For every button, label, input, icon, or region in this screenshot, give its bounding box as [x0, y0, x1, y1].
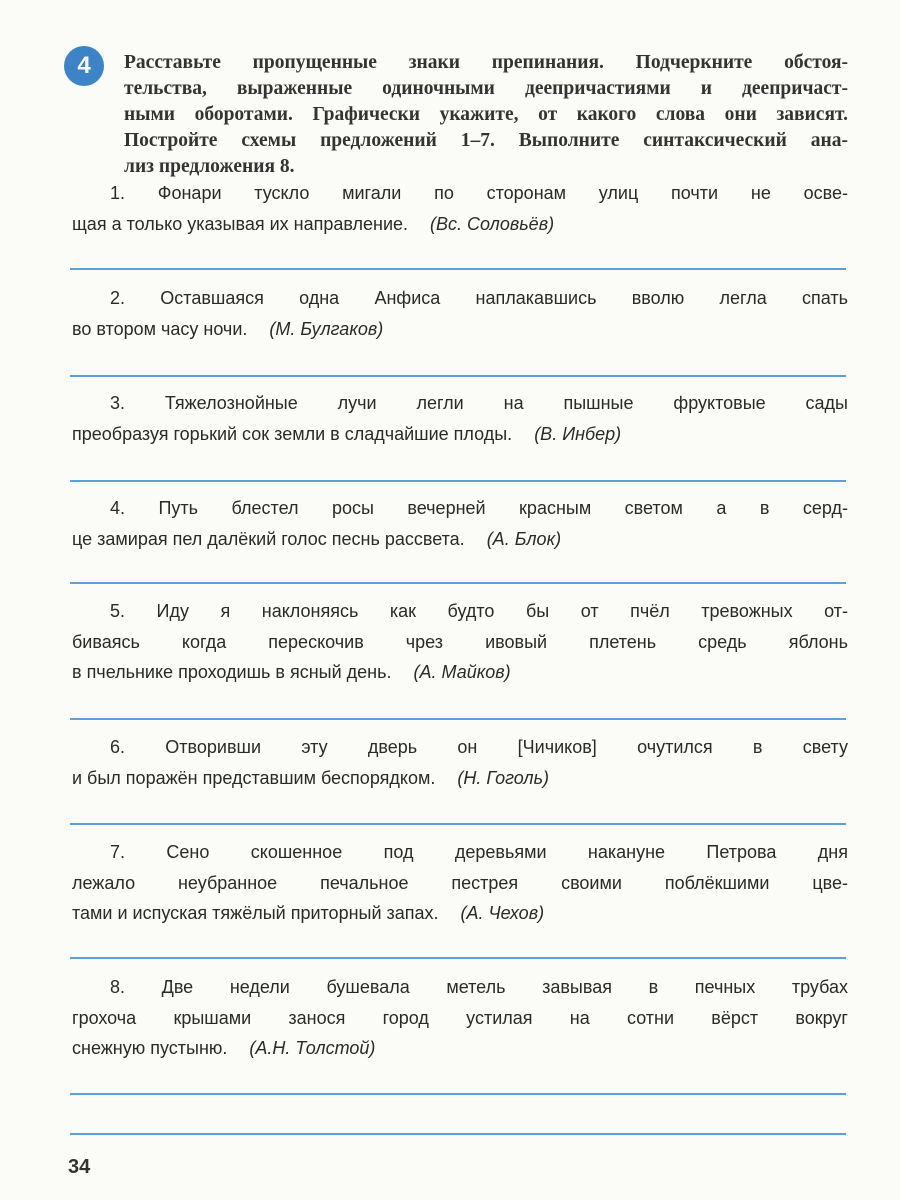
- sentence-line: [72, 763, 848, 794]
- sentence-text: тами и испуская тяжёлый приторный запах.: [72, 903, 439, 923]
- sentence-7: [72, 837, 848, 929]
- sentence-text: 8. Две недели бушевала метель завывая в печных трубах: [110, 977, 848, 997]
- sentence-text: 5. Иду я наклоняясь как будто бы от пчёл тревожных от-: [110, 601, 848, 621]
- instruction-line: Расставьте пропущенные знаки препинания. Подчеркните обстоя-: [124, 52, 848, 73]
- sentence-text: це замирая пел далёкий голос песнь рассвета.: [72, 528, 465, 549]
- sentence-line: [72, 657, 848, 688]
- sentence-line: [72, 972, 848, 1003]
- sentence-author: (А.Н. Толстой): [249, 1038, 376, 1058]
- answer-line[interactable]: [70, 268, 846, 270]
- sentence-text: биваясь когда перескочив чрез ивовый плетень средь яблонь: [72, 631, 848, 652]
- sentence-line: [72, 837, 848, 868]
- sentence-line: [72, 388, 848, 419]
- sentence-5: [72, 596, 848, 688]
- sentence-text: 4. Путь блестел росы вечерней красным светом а в серд-: [110, 498, 848, 518]
- sentence-author: (Вс. Соловьёв): [430, 213, 555, 234]
- sentence-line: [72, 596, 848, 627]
- sentence-line: [72, 1003, 848, 1034]
- sentence-text: и был поражён представшим беспорядком.: [72, 767, 436, 788]
- sentence-line: [72, 1033, 848, 1064]
- sentence-text: 3. Тяжелознойные лучи легли на пышные фруктовые сады: [110, 393, 848, 413]
- sentence-line: [72, 898, 848, 929]
- sentence-text: в пчельнике проходишь в ясный день.: [72, 662, 392, 682]
- sentence-text: преобразуя горький сок земли в сладчайшие плоды.: [72, 423, 513, 444]
- sentence-line: [72, 209, 848, 240]
- sentence-line: [72, 627, 848, 658]
- sentence-text: во втором часу ночи.: [72, 318, 248, 339]
- answer-line[interactable]: [70, 582, 846, 584]
- sentence-line: [72, 524, 848, 555]
- sentence-author: (А. Чехов): [460, 903, 545, 923]
- sentence-6: [72, 732, 848, 793]
- instruction-line: ными оборотами. Графически укажите, от какого слова они зависят.: [124, 104, 848, 125]
- answer-line[interactable]: [70, 1093, 846, 1095]
- answer-line[interactable]: [70, 823, 846, 825]
- task-number-badge: 4: [64, 46, 104, 86]
- sentence-line: [72, 493, 848, 524]
- answer-line[interactable]: [70, 375, 846, 377]
- sentence-text: 2. Оставшаяся одна Анфиса наплакавшись вволю легла спать: [110, 288, 848, 308]
- sentence-2: [72, 283, 848, 344]
- answer-line[interactable]: [70, 957, 846, 959]
- sentence-text: 6. Отворивши эту дверь он [Чичиков] очутился в свету: [110, 737, 848, 757]
- sentence-text: лежало неубранное печальное пестрея своими поблёкшими цве-: [72, 872, 848, 893]
- sentence-author: (А. Майков): [413, 662, 511, 682]
- sentence-text: снежную пустыню.: [72, 1038, 228, 1058]
- sentence-line: [72, 732, 848, 763]
- sentence-author: (Н. Гоголь): [457, 767, 550, 788]
- instruction-line: лиз предложения 8.: [124, 156, 295, 177]
- sentence-text: грохоча крышами занося город устилая на сотни вёрст вокруг: [72, 1007, 848, 1028]
- answer-line[interactable]: [70, 1133, 846, 1135]
- answer-line[interactable]: [70, 480, 846, 482]
- page-number: 34: [68, 1156, 91, 1178]
- sentence-1: [72, 178, 848, 239]
- sentence-line: [72, 868, 848, 899]
- sentence-text: 1. Фонари тускло мигали по сторонам улиц почти не осве-: [110, 183, 848, 203]
- sentence-line: [72, 283, 848, 314]
- sentence-author: (А. Блок): [486, 528, 562, 549]
- sentence-text: щая а только указывая их направление.: [72, 213, 409, 234]
- sentence-author: (В. Инбер): [534, 423, 622, 444]
- sentence-author: (М. Булгаков): [269, 318, 384, 339]
- answer-line[interactable]: [70, 718, 846, 720]
- sentence-3: [72, 388, 848, 449]
- sentence-line: [72, 178, 848, 209]
- sentence-text: 7. Сено скошенное под деревьями накануне Петрова дня: [110, 842, 848, 862]
- sentence-4: [72, 493, 848, 554]
- sentence-line: [72, 419, 848, 450]
- instruction-line: тельства, выраженные одиночными деепричастиями и деепричаст-: [124, 78, 848, 99]
- task-instructions: [124, 50, 848, 180]
- sentence-line: [72, 314, 848, 345]
- instruction-line: Постройте схемы предложений 1–7. Выполните синтаксический ана-: [124, 130, 848, 151]
- sentence-8: [72, 972, 848, 1064]
